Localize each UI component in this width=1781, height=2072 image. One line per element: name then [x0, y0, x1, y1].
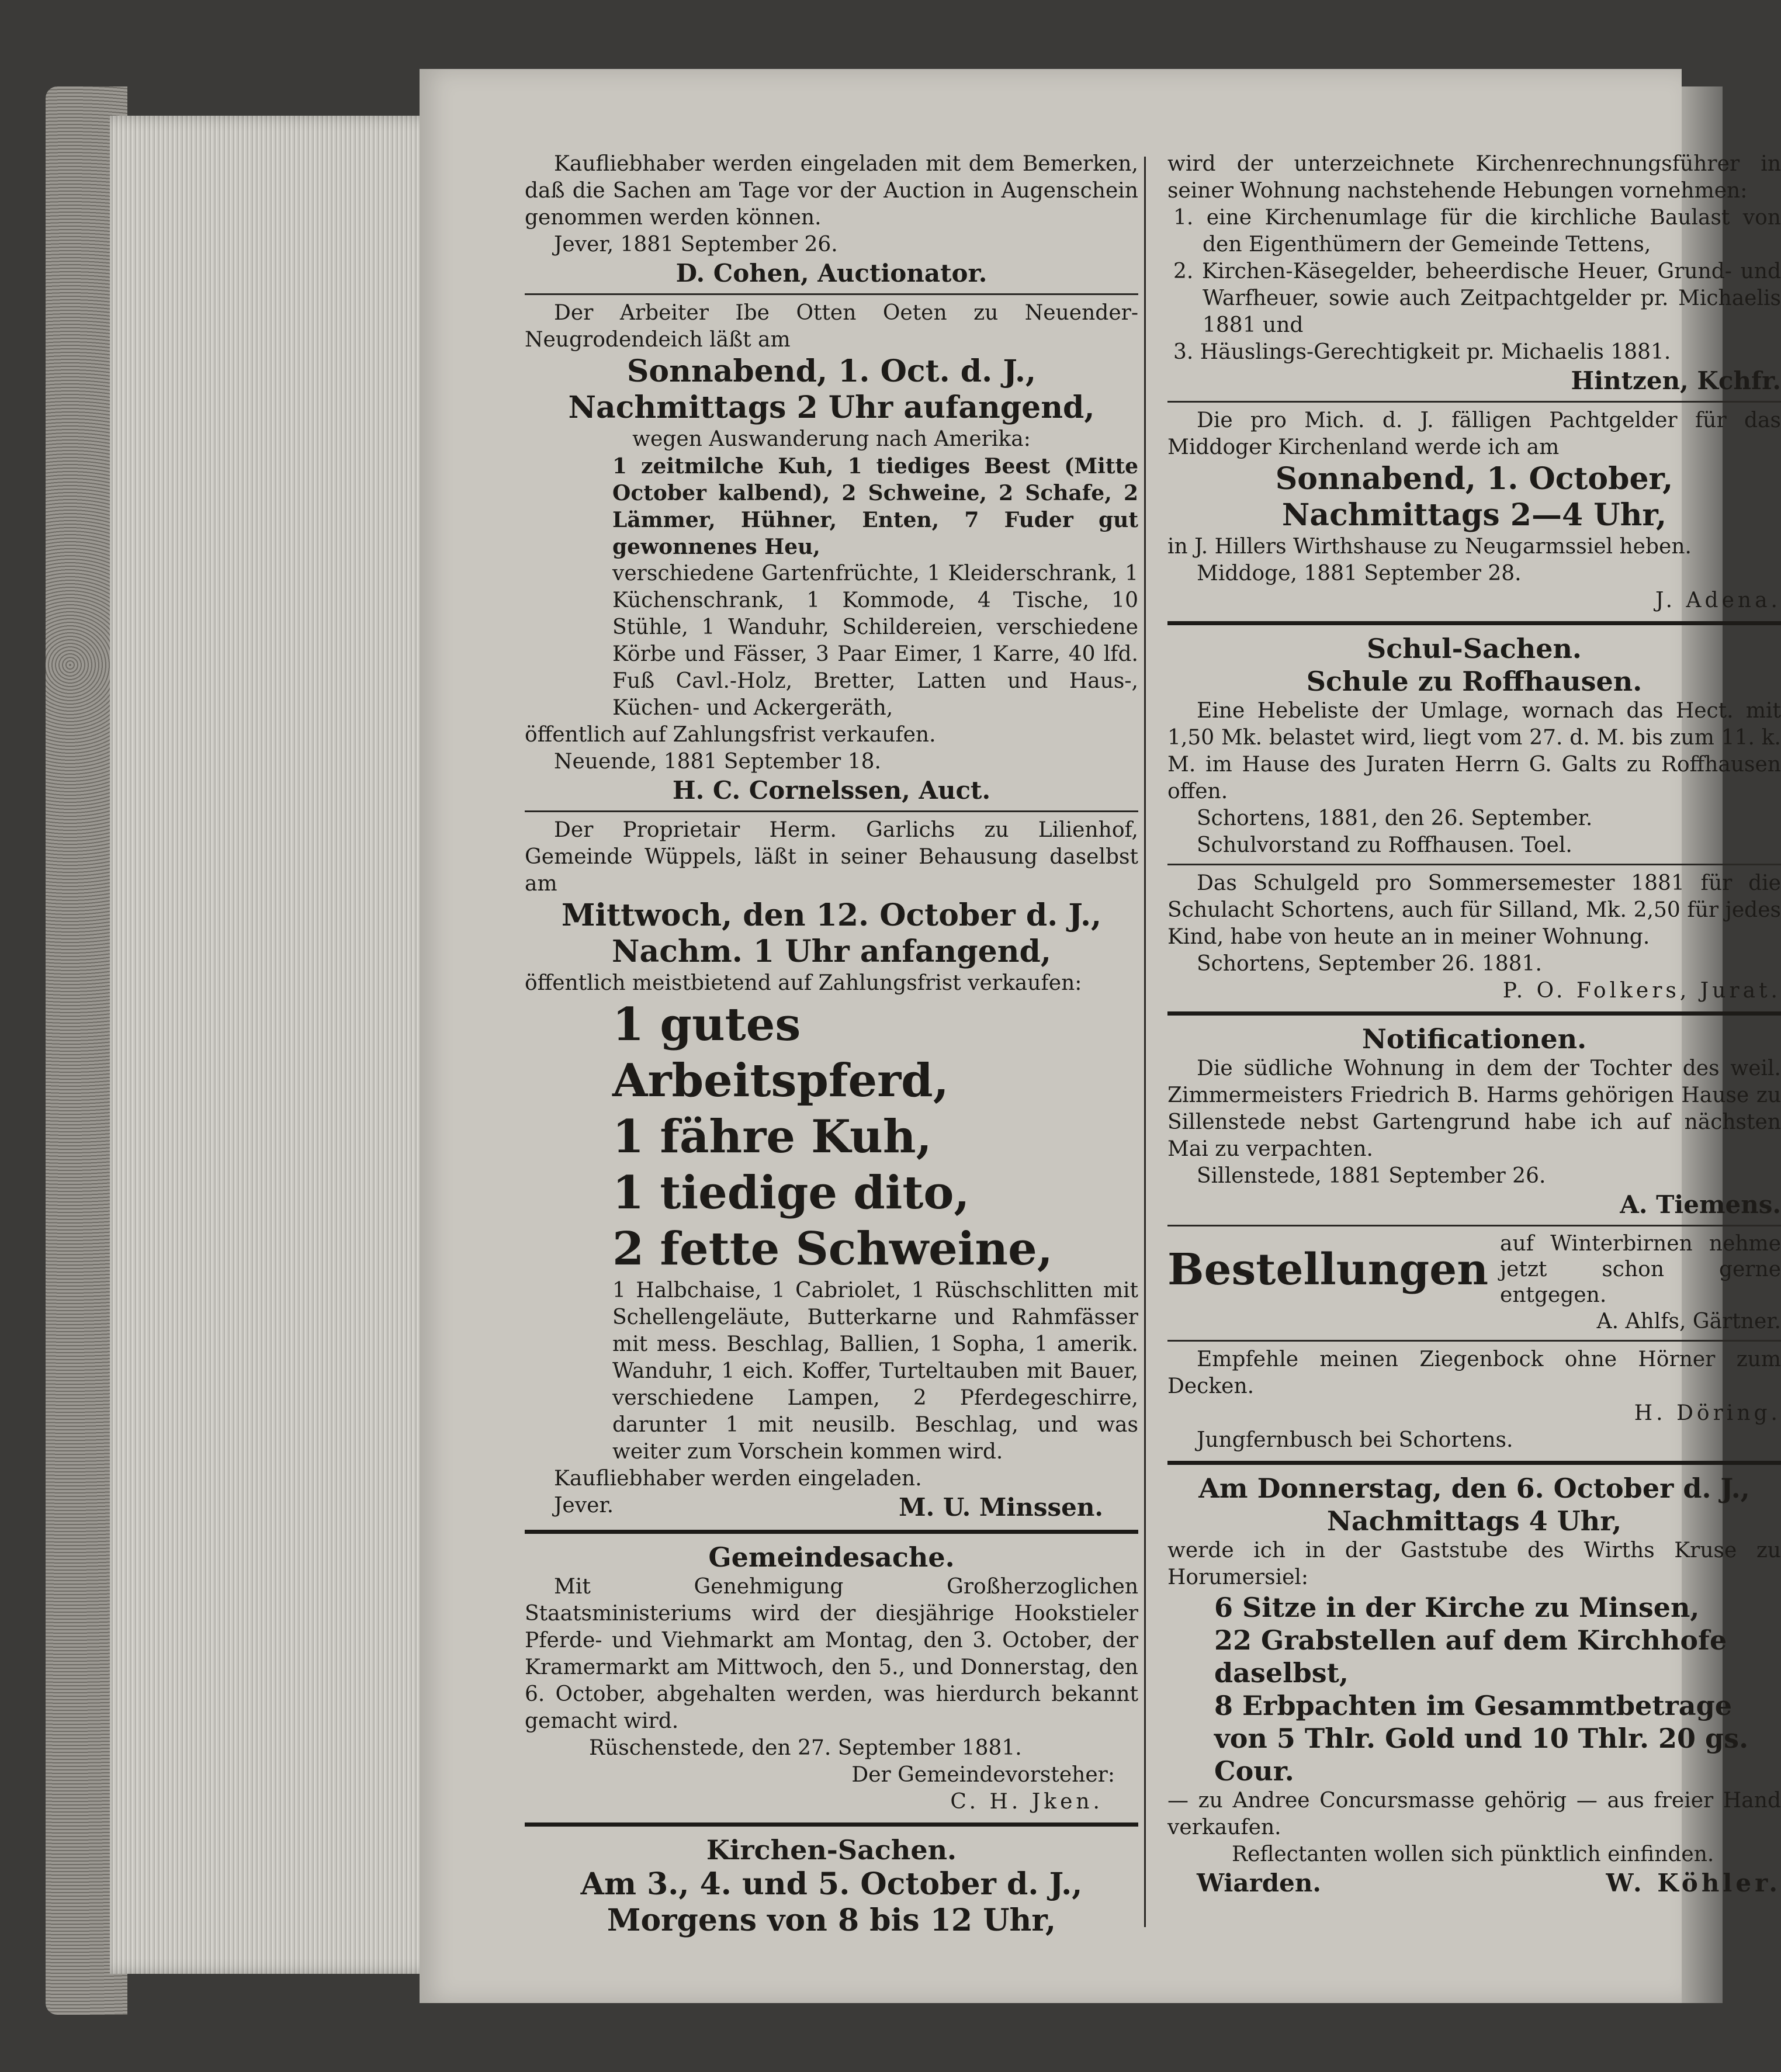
notice-time: Nachmittags 2—4 Uhr, [1281, 497, 1667, 533]
notice-intro: Der Proprietair Herm. Garlichs zu Lilienhof, Gemeinde Wüppels, läßt in seiner Behausung daselbst am [525, 818, 1138, 896]
notice-signature: H. Döring. [1634, 1401, 1781, 1425]
notice-notificationen [1167, 1023, 1781, 1220]
notice-text: Die südliche Wohnung in dem der Tochter des weil. Zimmermeisters Friedrich B. Harms gehörigen Hause zu Sillenstede nebst Gartengrund habe ich auf nächsten Mai zu verpachten. [1167, 1056, 1781, 1161]
notice-text: auf Winterbirnen nehme jetzt schon gerne entgegen. [1500, 1232, 1781, 1307]
separator [1167, 1340, 1781, 1342]
right-column [1167, 151, 1781, 1898]
levy-item-2: 2. Kirchen-Käsegelder, beheerdische Heuer, Grund- und Warfheuer, sowie auch Zeitpachtgelder pr. Michaelis 1881 und [1173, 259, 1781, 337]
notice-signature: J. Adena. [1655, 588, 1781, 612]
notice-signature: M. U. Minssen. [899, 1493, 1103, 1522]
notice-text: Kaufliebhaber werden eingeladen mit dem Bemerken, daß die Sachen am Tage vor der Auction in Augenschein genommen werden können. [525, 152, 1138, 230]
notice-close: öffentlich auf Zahlungsfrist verkaufen. [525, 723, 936, 747]
notice-signature: W. Köhler. [1606, 1869, 1781, 1897]
notice-items: verschiedene Gartenfrüchte, 1 Kleiderschrank, 1 Küchenschrank, 1 Kommode, 4 Tische, 10 Stühle, 1 Wanduhr, Schildereien, verschiedene Körbe und Fässer, 3 Paar Eimer, 1 Karre, 40 lfd. Fuß Cavl.-Holz, Bretter, Latten und Haus-, Küchen- und Ackergeräth, [612, 562, 1138, 720]
notice-signature: D. Cohen, Auctionator. [675, 259, 987, 287]
notice-time: Morgens von 8 bis 12 Uhr, [607, 1903, 1056, 1938]
notice-text: Das Schulgeld pro Sommersemester 1881 für die Schulacht Schortens, auch für Silland, Mk. 2,50 für jedes Kind, habe von heute an in meiner Wohnung. [1167, 871, 1781, 949]
separator [525, 293, 1138, 295]
notice-reason: wegen Auswanderung nach Amerika: [632, 427, 1031, 451]
notice-sale: öffentlich meistbietend auf Zahlungsfrist verkaufen: [525, 971, 1082, 995]
notice-ahlfs [1167, 1231, 1781, 1335]
section-subheading: Schule zu Roffhausen. [1306, 666, 1643, 697]
notice-place: Wiarden. [1197, 1869, 1321, 1897]
notice-time: Nachmittags 4 Uhr, [1326, 1505, 1622, 1537]
notice-garlichs [525, 817, 1138, 1523]
separator [1167, 401, 1781, 403]
notice-folkers [1167, 870, 1781, 1004]
sale-item-3: 8 Erbpachten im Gesammtbetrage von 5 Thlr. Gold und 10 Thlr. 20 gs. Cour. [1214, 1690, 1749, 1787]
notice-intro: Der Arbeiter Ibe Otten Oeten zu Neuender-Neugrodendeich läßt am [525, 301, 1138, 352]
notice-place: Jungfernbusch bei Schortens. [1197, 1428, 1513, 1452]
notice-day: Am 3., 4. und 5. October d. J., [580, 1866, 1083, 1902]
item-cow: 1 fähre Kuh, [612, 1110, 932, 1163]
book [46, 63, 1781, 2021]
notice-signature: Hintzen, Kchfr. [1571, 366, 1781, 395]
notice-signature: P. O. Folkers, Jurat. [1502, 979, 1781, 1003]
notice-cohen [525, 151, 1138, 289]
sale-item-2: 22 Grabstellen auf dem Kirchhofe daselbst, [1214, 1624, 1727, 1689]
left-column [525, 151, 1138, 1939]
notice-date: Jever, 1881 September 26. [554, 233, 838, 257]
notice-date: Neuende, 1881 September 18. [554, 750, 881, 774]
item-cow-ditto: 1 tiedige dito, [612, 1166, 970, 1219]
notice-date: Sillenstede, 1881 September 26. [1197, 1164, 1546, 1188]
item-horse: 1 gutes Arbeitspferd, [612, 998, 949, 1107]
notice-intro: Die pro Mich. d. J. fälligen Pachtgelder für das Middoger Kirchenland werde ich am [1167, 408, 1781, 459]
separator [525, 810, 1138, 812]
levy-item-3: 3. Häuslings-Gerechtigkeit pr. Michaelis 1881. [1173, 340, 1671, 364]
notice-time: Nachmittags 2 Uhr aufangend, [568, 390, 1095, 425]
separator-thick [525, 1530, 1138, 1534]
notice-text: Empfehle meinen Ziegenbock ohne Hörner zum Decken. [1167, 1347, 1781, 1398]
notice-intro: werde ich in der Gaststube des Wirths Kruse zu Horumersiel: [1167, 1539, 1781, 1589]
notice-place: in J. Hillers Wirthshause zu Neugarmssiel heben. [1167, 535, 1692, 559]
notice-koehler [1167, 1472, 1781, 1898]
notice-gemeindesache [525, 1541, 1138, 1815]
notice-role: Der Gemeindevorsteher: [851, 1763, 1115, 1787]
notice-hintzen [1167, 151, 1781, 396]
notice-items-bold: 1 zeitmilche Kuh, 1 tiediges Beest (Mitte October kalbend), 2 Schweine, 2 Schafe, 2 Lämmer, Hühner, Enten, 7 Fuder gut gewonnenes Heu, [612, 454, 1138, 559]
section-heading: Gemeindesache. [708, 1541, 955, 1573]
page-edges [110, 116, 460, 1974]
notice-kirchen-sachen [525, 1834, 1138, 1939]
separator [1167, 864, 1781, 865]
newspaper-page [420, 69, 1781, 2003]
notice-intro: wird der unterzeichnete Kirchenrechnungsführer in seiner Wohnung nachstehende Hebungen vornehmen: [1167, 152, 1781, 203]
separator-thick [1167, 1461, 1781, 1465]
notice-date: Schortens, 1881, den 26. September. [1197, 806, 1593, 830]
notice-place: Jever. [554, 1494, 614, 1517]
notice-items: 1 Halbchaise, 1 Cabriolet, 1 Rüschschlitten mit Schellengeläute, Butterkarne und Rahmfässer mit mess. Beschlag, Ballien, 1 Sopha, 1 amerik. Wanduhr, 1 eich. Koffer, Turteltauben mit Bauer, verschiedene Lampen, 2 Pferdegeschirre, darunter 1 mit neusilb. Beschlag, und was weiter zum Vorschein kommen wird. [612, 1278, 1138, 1464]
notice-date: Schortens, September 26. 1881. [1197, 952, 1542, 976]
notice-signature: H. C. Cornelssen, Auct. [672, 776, 991, 805]
notice-oeten [525, 300, 1138, 806]
column-divider [1144, 157, 1146, 1927]
notice-adena [1167, 407, 1781, 614]
notice-signature: Schulvorstand zu Roffhausen. Toel. [1197, 833, 1572, 857]
separator-thick [1167, 621, 1781, 625]
separator [1167, 1225, 1781, 1226]
separator-thick [1167, 1011, 1781, 1016]
notice-text: Mit Genehmigung Großherzoglichen Staatsministeriums wird der diesjährige Hookstieler Pferde- und Viehmarkt am Montag, den 3. October, der Kramermarkt am Mittwoch, den 5., und Donnerstag, den 6. October, abgehalten werden, was hierdurch bekannt gemacht wird. [525, 1575, 1138, 1733]
section-heading: Notificationen. [1361, 1023, 1587, 1055]
notice-date: Middoge, 1881 September 28. [1197, 562, 1522, 585]
notice-day: Mittwoch, den 12. October d. J., [561, 898, 1102, 933]
notice-day: Sonnabend, 1. Oct. d. J., [626, 354, 1037, 389]
notice-time: Nachm. 1 Uhr anfangend, [612, 934, 1051, 969]
notice-day: Am Donnerstag, den 6. October d. J., [1198, 1472, 1750, 1504]
notice-note: — zu Andree Concursmasse gehörig — aus freier Hand verkaufen. [1167, 1789, 1781, 1839]
notice-signature: A. Ahlfs, Gärtner. [1596, 1309, 1781, 1333]
notice-signature: C. H. Jken. [950, 1790, 1103, 1814]
notice-day: Sonnabend, 1. October, [1275, 461, 1673, 497]
notice-schul-sachen [1167, 632, 1781, 859]
separator-thick [525, 1822, 1138, 1827]
notice-invite: Kaufliebhaber werden eingeladen. [554, 1467, 922, 1491]
item-pigs: 2 fette Schweine, [612, 1222, 1053, 1276]
notice-signature: A. Tiemens. [1620, 1190, 1781, 1219]
notice-invite: Reflectanten wollen sich pünktlich einfinden. [1232, 1842, 1714, 1866]
notice-text: Eine Hebeliste der Umlage, wornach das Hect. mit 1,50 Mk. belastet wird, liegt vom 27. d. M. bis zum 11. k. M. im Hause des Juraten Herrn G. Galts zu Roffhausen offen. [1167, 699, 1781, 803]
sale-item-1: 6 Sitze in der Kirche zu Minsen, [1214, 1592, 1700, 1623]
bestellungen-headline: Bestellungen [1167, 1245, 1489, 1295]
notice-doering [1167, 1346, 1781, 1454]
levy-item-1: 1. eine Kirchenumlage für die kirchliche Baulast von den Eigenthümern der Gemeinde Tettens, [1173, 206, 1781, 257]
section-heading: Schul-Sachen. [1367, 633, 1582, 664]
notice-date: Rüschenstede, den 27. September 1881. [589, 1736, 1022, 1760]
section-heading: Kirchen-Sachen. [706, 1834, 957, 1866]
